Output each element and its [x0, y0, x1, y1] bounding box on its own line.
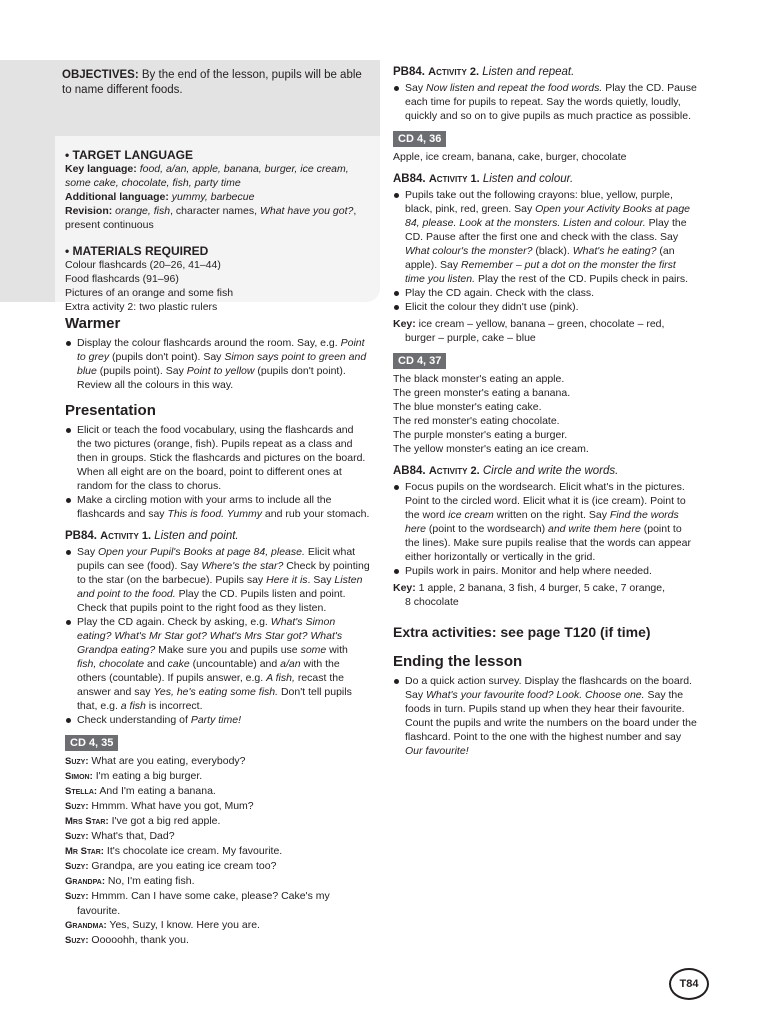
pb84-activity-2-list: [393, 81, 698, 123]
presentation-list: [65, 423, 370, 521]
revision-text-3: What have you got?: [259, 205, 354, 217]
transcript-line: Suzy: Hmmm. Can I have some cake, please? Cake's my: [65, 890, 330, 902]
transcript-line: Suzy: What are you eating, everybody?: [65, 755, 246, 767]
ending-list: [393, 674, 698, 758]
transcript-line: Suzy: Ooooohh, thank you.: [65, 934, 189, 946]
ab84-activity-1-list: [393, 188, 698, 314]
left-column: [65, 315, 370, 948]
cd-35-transcript: [65, 754, 370, 948]
list-item: Pupils work in pairs. Monitor and help where needed.: [393, 564, 698, 578]
materials-item: Pictures of an orange and some fish: [65, 287, 234, 299]
materials-item: Food flashcards (91–96): [65, 273, 179, 285]
key-language-text: food, a/an, apple, banana, burger, ice cream, some cake, chocolate, fish, party time: [65, 163, 349, 189]
transcript-line: The red monster's eating chocolate.: [393, 415, 560, 427]
transcript-line: The black monster's eating an apple.: [393, 373, 565, 385]
ab84-activity-1-heading: AB84. Activity 1. Listen and colour.: [393, 173, 574, 185]
ab84-activity-1-key-cont: burger – purple, cake – blue: [405, 332, 536, 344]
ab84-activity-2-key-cont: 8 chocolate: [405, 596, 459, 608]
materials-title: MATERIALS REQUIRED: [72, 244, 209, 258]
materials-heading: • MATERIALS REQUIRED: [65, 244, 209, 258]
revision-text-2: , character names,: [170, 205, 260, 217]
ending-heading: Ending the lesson: [393, 653, 523, 670]
key-language-label: Key language:: [65, 163, 137, 175]
objectives-label: OBJECTIVES:: [62, 69, 139, 81]
objectives-statement: [62, 68, 362, 98]
transcript-line: The green monster's eating a banana.: [393, 387, 571, 399]
ab84-activity-2-list: [393, 480, 698, 578]
transcript-line: Suzy: What's that, Dad?: [65, 830, 175, 842]
transcript-line: Mr Star: It's chocolate ice cream. My favourite.: [65, 845, 283, 857]
revision-text-1: orange, fish: [112, 205, 171, 217]
language-materials-panel: [55, 136, 380, 313]
objectives-text: By the end of the lesson, pupils will be able to name different foods.: [62, 69, 362, 96]
transcript-line: favourite.: [77, 905, 121, 917]
cd-36-transcript: Apple, ice cream, banana, cake, burger, chocolate: [393, 151, 627, 163]
transcript-line: The yellow monster's eating an ice cream.: [393, 443, 589, 455]
warmer-heading: Warmer: [65, 315, 121, 332]
transcript-line: Simon: I'm eating a big burger.: [65, 770, 203, 782]
cd-track-36-badge: CD 4, 36: [393, 131, 446, 147]
transcript-line: The purple monster's eating a burger.: [393, 429, 568, 441]
transcript-line: The blue monster's eating cake.: [393, 401, 542, 413]
transcript-line: Grandpa: No, I'm eating fish.: [65, 875, 195, 887]
list-item: Make a circling motion with your arms to include all the flashcards and say This is food. Yummy and rub your stomach.: [65, 493, 370, 521]
transcript-line: Grandma: Yes, Suzy, I know. Here you are.: [65, 919, 260, 931]
materials-item: Extra activity 2: two plastic rulers: [65, 301, 218, 313]
page-number: T84: [669, 968, 709, 1000]
warmer-list: [65, 336, 370, 392]
list-item: Play the CD again. Check with the class.: [393, 286, 698, 300]
list-item: Pupils take out the following crayons: blue, yellow, purple, black, pink, red, green. Say Open your Activity Books at page 84, please. Look at the monsters. Listen and colour. Play the CD. Pause after the first one and check with the class. Say What colour's the monster? (black). What's he eating? (an apple). Say Remember – put a dot on the monster the first time you listen. Play the rest of the CD. Pupils check in pairs.: [393, 188, 698, 286]
list-item: Elicit the colour they didn't use (pink).: [393, 300, 698, 314]
list-item: Play the CD again. Check by asking, e.g. What's Simon eating? What's Mr Star got? What's Mrs Star got? What's Grandpa eating? Make sure you and pupils use some with fish, chocolate and cake (uncountable) and a/an with the others (countable). If pupils answer, e.g. A fish, recast the answer and say Yes, he's eating some fish. Don't tell pupils that, e.g. a fish is incorrect.: [65, 615, 370, 713]
cd-37-transcript: [393, 372, 698, 456]
list-item: Say Open your Pupil's Books at page 84, please. Elicit what pupils can see (food). Say Where's the star? Check by pointing to the star (on the barbecue). Pupils say Here it is. Say Listen and point to the food. Play the CD. Pupils listen and point. Check that pupils point to the right food as they listen.: [65, 545, 370, 615]
list-item: Display the colour flashcards around the room. Say, e.g. Point to grey (pupils don't point). Say Simon says point to green and blue (pupils point). Say Point to yellow (pupils don't point). Review all the colours in this way.: [65, 336, 370, 392]
transcript-line: Suzy: Hmmm. What have you got, Mum?: [65, 800, 254, 812]
transcript-line: Stella: And I'm eating a banana.: [65, 785, 216, 797]
transcript-line: Suzy: Grandpa, are you eating ice cream too?: [65, 860, 277, 872]
objectives-box: [0, 60, 380, 313]
extra-activities-heading: Extra activities: see page T120 (if time): [393, 624, 651, 640]
revision-text-4: , present continuous: [65, 205, 357, 231]
additional-language-text: yummy, barbecue: [168, 191, 255, 203]
revision: [65, 204, 365, 232]
presentation-heading: Presentation: [65, 402, 156, 419]
list-item: Check understanding of Party time!: [65, 713, 370, 727]
pb84-activity-1-list: [65, 545, 370, 727]
target-language-heading: • TARGET LANGUAGE: [65, 148, 193, 162]
pb84-activity-2-heading: PB84. Activity 2. Listen and repeat.: [393, 66, 575, 78]
ab84-activity-2-heading: AB84. Activity 2. Circle and write the words.: [393, 465, 619, 477]
cd-track-35-badge: CD 4, 35: [65, 735, 118, 751]
list-item: Say Now listen and repeat the food words. Play the CD. Pause each time for pupils to repeat. Say the words quietly, loudly, quickly and so on to give pupils as much practice as possible.: [393, 81, 698, 123]
list-item: Focus pupils on the wordsearch. Elicit what's in the pictures. Point to the circled word. Elicit what it is (ice cream). Point to the word ice cream written on the right. Say Find the words here (point to the wordsearch) and write them here (point to the lines). Make sure pupils realise that the words can appear either horizontally or vertically in the grid.: [393, 480, 698, 564]
revision-label: Revision:: [65, 205, 113, 217]
target-language-title: TARGET LANGUAGE: [72, 148, 193, 162]
additional-language-label: Additional language:: [65, 191, 169, 203]
additional-language: [65, 190, 365, 204]
ab84-activity-2-key: Key: 1 apple, 2 banana, 3 fish, 4 burger, 5 cake, 7 orange,: [393, 582, 666, 594]
materials-item: Colour flashcards (20–26, 41–44): [65, 259, 221, 271]
pb84-activity-1-heading: PB84. Activity 1. Listen and point.: [65, 530, 239, 542]
transcript-line: Mrs Star: I've got a big red apple.: [65, 815, 221, 827]
list-item: Elicit or teach the food vocabulary, using the flashcards and the two pictures (orange, fish). Pupils repeat as a class and then in groups. Stick the flashcards and pictures on the board. When all eight are on the board, point to different ones at random for the class to chorus.: [65, 423, 370, 493]
cd-track-37-badge: CD 4, 37: [393, 353, 446, 369]
ab84-activity-1-key: Key: ice cream – yellow, banana – green, chocolate – red,: [393, 318, 665, 330]
list-item: Do a quick action survey. Display the flashcards on the board. Say What's your favourite food? Look. Choose one. Say the foods in turn. Pupils stand up when they hear their favourite. Count the pupils and write the numbers on the board under the flashcard. Point to the one with the highest number and say Our favourite!: [393, 674, 698, 758]
key-language: [65, 162, 365, 190]
right-column: [393, 65, 698, 758]
